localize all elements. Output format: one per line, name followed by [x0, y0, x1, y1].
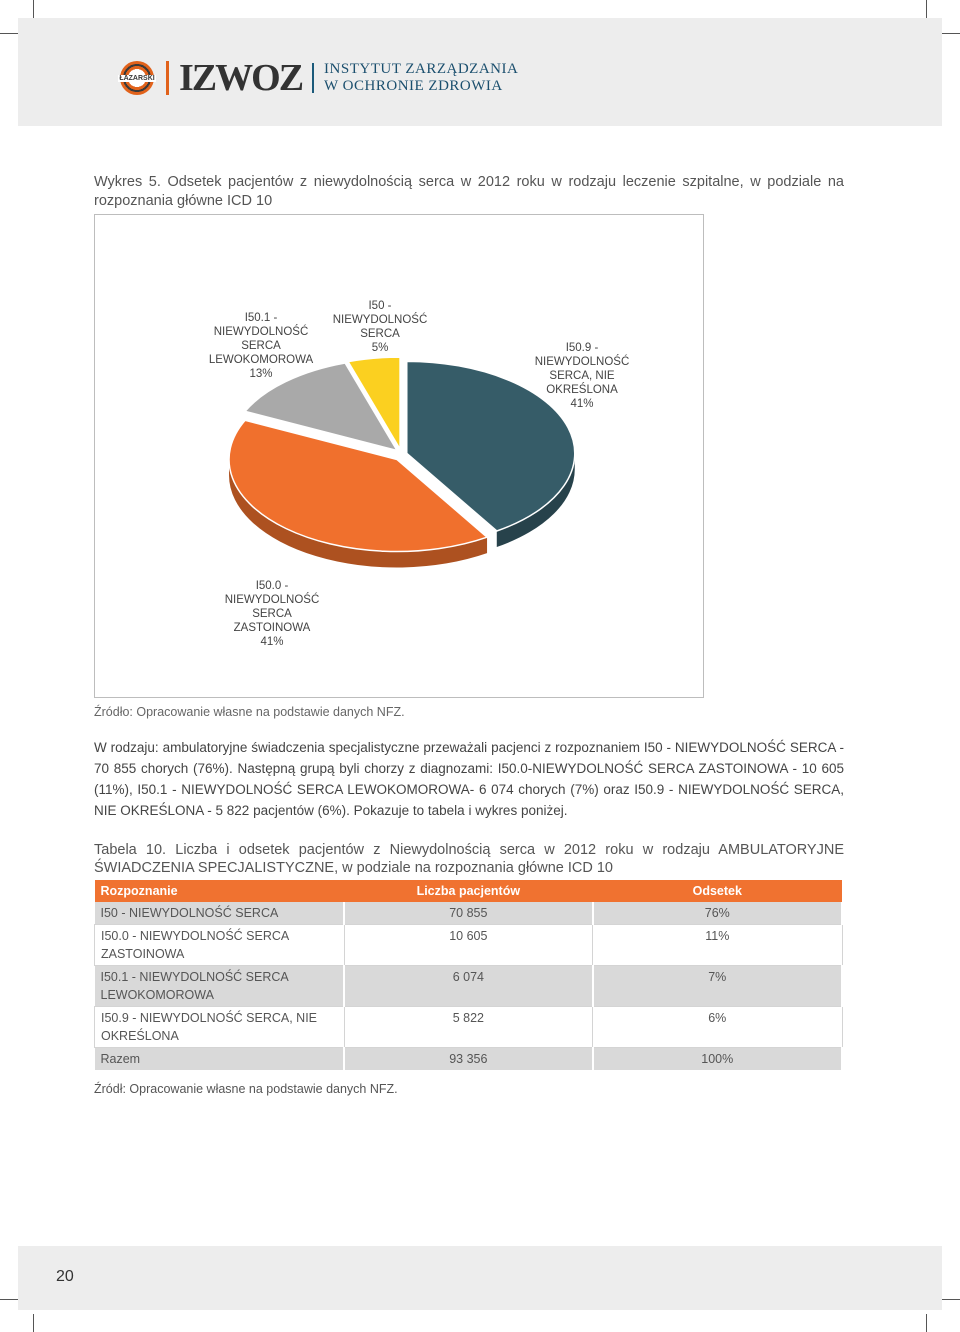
page-number: 20	[56, 1268, 74, 1285]
table-header-cell: Rozpoznanie	[95, 880, 345, 902]
table-cell: 76%	[593, 902, 842, 925]
logo-mark: IZWOZ	[179, 57, 303, 99]
table-header-cell: Odsetek	[593, 880, 842, 902]
institute-logo	[120, 58, 518, 98]
crop-mark	[942, 33, 960, 34]
pie-chart-svg	[95, 215, 703, 697]
table-cell: I50 - NIEWYDOLNOŚĆ SERCA	[95, 902, 345, 925]
table-cell: 11%	[593, 925, 842, 966]
pie-chart	[94, 214, 704, 698]
page-footer	[18, 1246, 942, 1310]
table-cell: 93 356	[344, 1048, 592, 1071]
crop-mark	[0, 1299, 18, 1300]
table-row-total	[95, 1048, 843, 1071]
table-header-cell: Liczba pacjentów	[344, 880, 592, 902]
table-cell: I50.1 - NIEWYDOLNOŚĆ SERCA LEWOKOMOROWA	[95, 966, 345, 1007]
table-header-row	[95, 880, 843, 902]
slice-label-i50: I50 - NIEWYDOLNOŚĆ SERCA 5%	[332, 300, 428, 354]
table-cell: 100%	[593, 1048, 842, 1071]
table-cell: 6%	[593, 1007, 842, 1048]
logo-divider	[312, 63, 314, 93]
table-cell: 10 605	[344, 925, 592, 966]
logo-divider	[166, 61, 169, 95]
slice-label-i50-1: I50.1 - NIEWYDOLNOŚĆ SERCA LEWOKOMOROWA 13%	[208, 312, 314, 380]
data-table	[94, 880, 843, 1070]
lazarski-seal-icon	[120, 61, 154, 95]
crop-mark	[33, 0, 34, 18]
table-row	[95, 925, 843, 966]
table-cell: 7%	[593, 966, 842, 1007]
crop-mark	[942, 1299, 960, 1300]
institute-name-line1: INSTYTUT ZARZĄDZANIA	[324, 61, 519, 77]
table-source: Źródł: Opracowanie własne na podstawie danych NFZ.	[94, 1082, 398, 1096]
seal-text: ŁAZARSKI	[119, 74, 155, 82]
table-cell: 5 822	[344, 1007, 592, 1048]
institute-name-line2: W OCHRONIE ZDROWIA	[324, 78, 503, 94]
table-cell: I50.0 - NIEWYDOLNOŚĆ SERCA ZASTOINOWA	[95, 925, 345, 966]
table-row	[95, 1007, 843, 1048]
table-row	[95, 902, 843, 925]
crop-mark	[926, 0, 927, 18]
body-paragraph: W rodzaju: ambulatoryjne świadczenia specjalistyczne przeważali pacjenci z rozpoznaniem I50 - NIEWYDOLNOŚĆ SERCA - 70 855 chorych (76%). Następną grupą byli chorzy z diagnozami: I50.0-NIEWYDOLNOŚĆ SERCA ZASTOINOWA - 10 605 (11%), I50.1 - NIEWYDOLNOŚĆ SERCA LEWOKOMOROWA- 6 074 chorych (7%) oraz I50.9 - NIEWYDOLNOŚĆ SERCA, NIE OKREŚLONA - 5 822 pacjentów (6%). Pokazuje to tabela i wykres poniżej.	[94, 740, 844, 818]
table-cell: Razem	[95, 1048, 345, 1071]
figure-source: Źródło: Opracowanie własne na podstawie danych NFZ.	[94, 705, 405, 719]
crop-mark	[926, 1314, 927, 1332]
table-row	[95, 966, 843, 1007]
table-cell: 6 074	[344, 966, 592, 1007]
slice-label-i50-0: I50.0 - NIEWYDOLNOŚĆ SERCA ZASTOINOWA 41%	[224, 580, 320, 648]
crop-mark	[33, 1314, 34, 1332]
figure-caption: Wykres 5. Odsetek pacjentów z niewydolnością serca w 2012 roku w rodzaju leczenie szpitalne, w podziale na rozpoznania główne ICD 10	[94, 174, 844, 209]
slice-label-i50-9: I50.9 - NIEWYDOLNOŚĆ SERCA, NIE OKREŚLONA 41%	[534, 342, 630, 410]
table-cell: I50.9 - NIEWYDOLNOŚĆ SERCA, NIE OKREŚLONA	[95, 1007, 345, 1048]
institute-name	[324, 61, 518, 95]
crop-mark	[0, 33, 18, 34]
table-caption: Tabela 10. Liczba i odsetek pacjentów z Niewydolnością serca w 2012 roku w rodzaju AMBULATORYJNE ŚWIADCZENIA SPECJALISTYCZNE, w podziale na rozpoznania główne ICD 10	[94, 842, 844, 876]
table-cell: 70 855	[344, 902, 592, 925]
